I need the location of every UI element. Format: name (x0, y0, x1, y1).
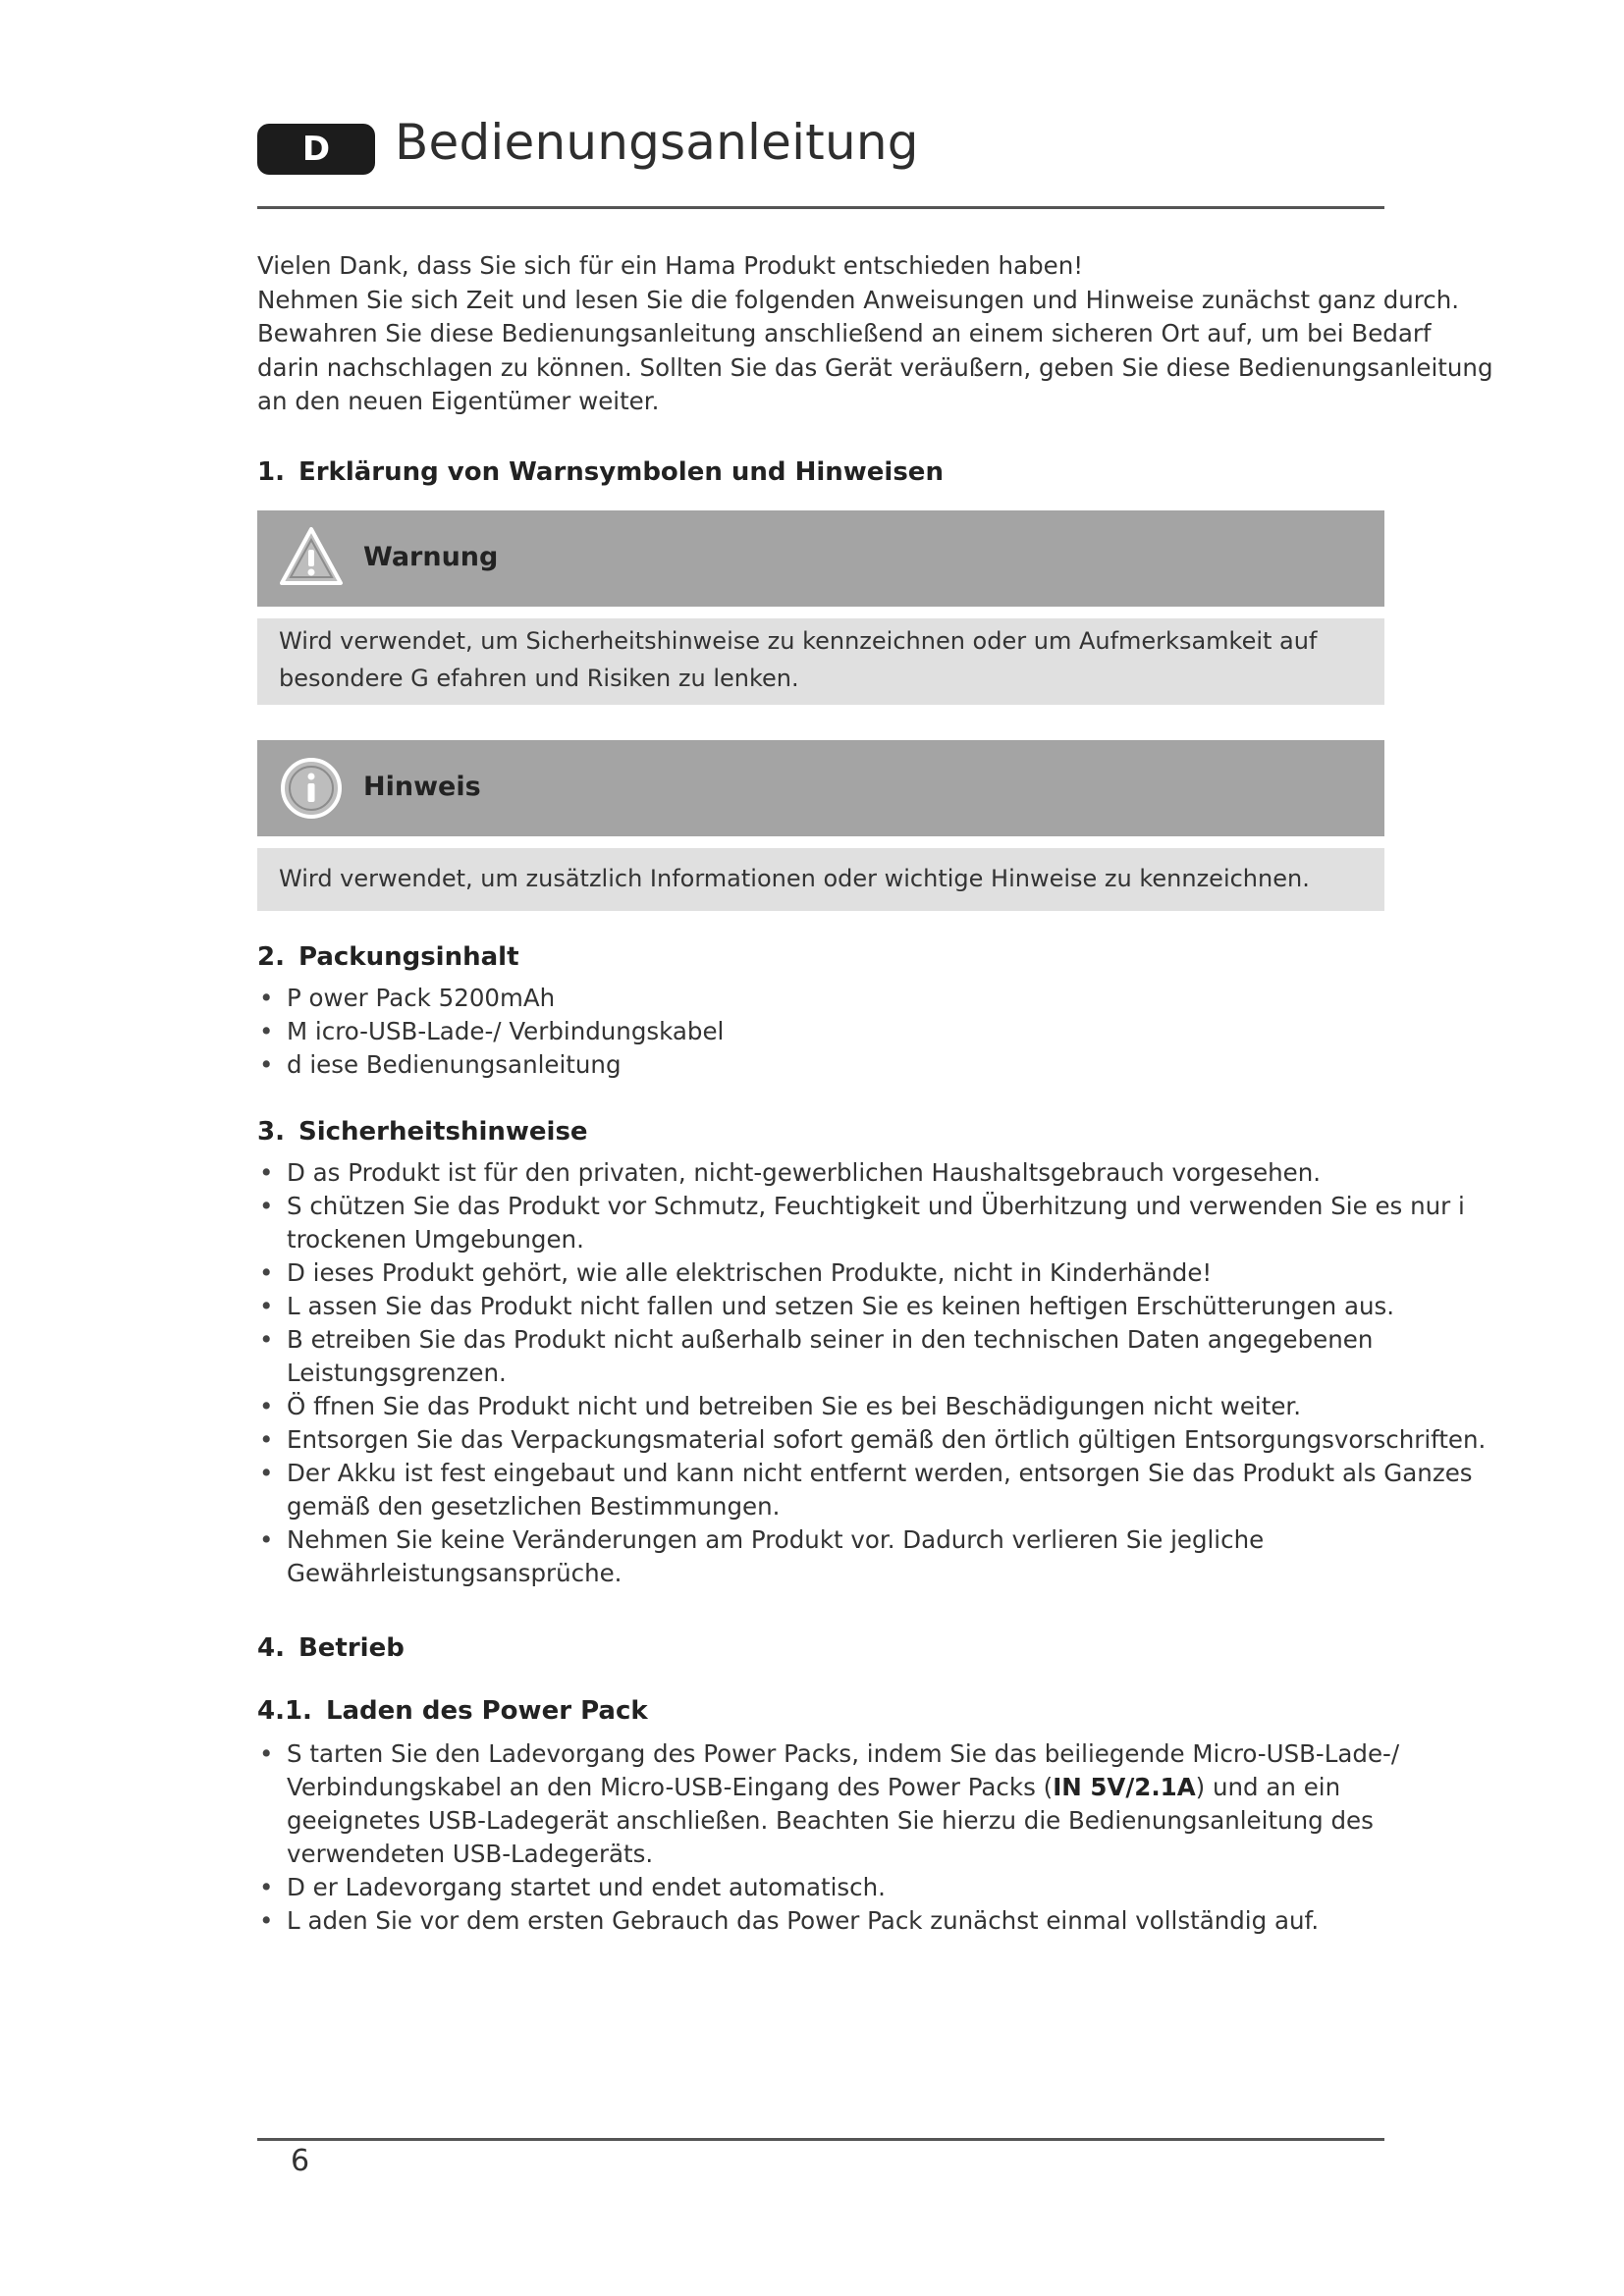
intro-line: Nehmen Sie sich Zeit und lesen Sie die folgenden Anweisungen und Hinweise zunächst ganz durch. (257, 285, 1460, 314)
section-number: 1. (257, 457, 285, 487)
section-number: 2. (257, 942, 285, 972)
list-item-text: • Nehmen Sie keine Veränderungen am Produkt vor. Dadurch verlieren Sie jegliche (287, 1525, 1265, 1554)
page-title: Bedienungsanleitung (395, 114, 919, 171)
list-item (257, 1323, 1475, 1390)
text-run: Verbindungskabel an den Micro-USB-Eingang des Power Packs ( (287, 1773, 1054, 1801)
list-item-text: Entsorgen Sie das Verpackungsmaterial sofort gemäß den örtlich gültigen Entsorgungsvorschriften. (287, 1425, 1487, 1454)
section-title: Betrieb (298, 1633, 405, 1663)
intro-line: darin nachschlagen zu können. Sollten Sie das Gerät veräußern, geben Sie diese Bedienungsanleitung (257, 352, 1493, 382)
list-item: • L aden Sie vor dem ersten Gebrauch das Power Pack zunächst einmal vollständig auf. (257, 1904, 1475, 1938)
list-item-text: D as Produkt ist für den privaten, nicht-gewerblichen Haushaltsgebrauch vorgesehen. (287, 1158, 1322, 1187)
list-item (257, 1457, 1475, 1523)
language-badge: D (257, 124, 375, 175)
list-item-text: • B etreiben Sie das Produkt nicht außerhalb seiner in den technischen Daten angegebenen (287, 1325, 1374, 1354)
info-circle-icon (279, 756, 344, 825)
section-title: Laden des Power Pack (325, 1696, 648, 1726)
charging-list (257, 1737, 1475, 1938)
list-item-text: • Der Akku ist fest eingebaut und kann nicht entfernt werden, entsorgen Sie das Produkt als Ganzes (287, 1459, 1473, 1487)
list-item: • D er Ladevorgang startet und endet automatisch. (257, 1871, 1475, 1904)
list-item (257, 1423, 1487, 1457)
list-item-text: geeignetes USB-Ladegerät anschließen. Beachten Sie hierzu die Bedienungsanleitung des (287, 1806, 1374, 1835)
warning-text (279, 622, 1317, 697)
intro-line: an den neuen Eigentümer weiter. (257, 387, 660, 415)
note-text: Wird verwendet, um zusätzlich Informationen oder wichtige Hinweise zu kennzeichnen. (279, 865, 1310, 892)
section-title: Erklärung von Warnsymbolen und Hinweisen (298, 457, 944, 487)
footer-divider (257, 2138, 1384, 2141)
list-item-text: Ö ffnen Sie das Produkt nicht und betreiben Sie es bei Beschädigungen nicht weiter. (287, 1392, 1302, 1420)
section-title: Sicherheitshinweise (298, 1117, 588, 1147)
warning-text-line: Wird verwendet, um Sicherheitshinweise zu kennzeichnen oder um Aufmerksamkeit auf (279, 627, 1318, 655)
list-item: • d iese Bedienungsanleitung (257, 1048, 1475, 1082)
text-run: ) und an ein (1195, 1773, 1341, 1801)
list-item (257, 1737, 1475, 1871)
list-item-text (287, 1771, 1475, 1804)
input-spec: IN 5V/2.1A (1053, 1773, 1196, 1801)
section-number: 3. (257, 1117, 285, 1147)
section-4-1-heading (257, 1696, 648, 1726)
list-item-text: Gewährleistungsansprüche. (287, 1559, 623, 1587)
list-item-text: • S chützen Sie das Produkt vor Schmutz, Feuchtigkeit und Überhitzung und verwenden Sie es nur i (287, 1192, 1465, 1220)
warning-body (257, 618, 1384, 705)
section-number: 4. (257, 1633, 285, 1663)
section-number: 4.1. (257, 1696, 312, 1726)
list-item (257, 1390, 1475, 1423)
list-item-text: D ieses Produkt gehört, wie alle elektrischen Produkte, nicht in Kinderhände! (287, 1258, 1213, 1287)
warning-text-line: besondere G efahren und Risiken zu lenken. (279, 665, 799, 692)
package-contents-list (257, 982, 1475, 1082)
section-4-heading (257, 1633, 405, 1663)
list-item-text: Leistungsgrenzen. (287, 1359, 507, 1387)
list-item-text: verwendeten USB-Ladegeräts. (287, 1840, 654, 1868)
list-item (257, 1156, 1475, 1190)
list-item-text: gemäß den gesetzlichen Bestimmungen. (287, 1492, 781, 1521)
intro-line: Bewahren Sie diese Bedienungsanleitung anschließend an einem sicheren Ort auf, um bei Bedarf (257, 319, 1432, 347)
intro-line: Vielen Dank, dass Sie sich für ein Hama Produkt entschieden haben! (257, 251, 1084, 280)
list-item-text: trockenen Umgebungen. (287, 1225, 584, 1254)
list-item: • P ower Pack 5200mAh (257, 982, 1475, 1015)
note-label: Hinweis (363, 772, 481, 802)
section-2-heading (257, 942, 519, 972)
section-3-heading (257, 1117, 588, 1147)
note-body (257, 848, 1384, 911)
list-item (257, 1256, 1475, 1290)
list-item: • M icro-USB-Lade-/ Verbindungskabel (257, 1015, 1475, 1048)
warning-label: Warnung (363, 542, 499, 572)
list-item (257, 1190, 1475, 1256)
section-title: Packungsinhalt (298, 942, 519, 972)
list-item-text: • S tarten Sie den Ladevorgang des Power Packs, indem Sie das beiliegende Micro-USB-Lade-/ (287, 1739, 1400, 1768)
intro-paragraph (257, 249, 1493, 419)
page-number: 6 (291, 2144, 310, 2178)
note-header (257, 740, 1384, 836)
list-item (257, 1523, 1475, 1590)
section-1-heading (257, 457, 944, 487)
header-divider (257, 206, 1384, 209)
safety-list (257, 1156, 1487, 1590)
warning-header (257, 510, 1384, 607)
list-item (257, 1290, 1475, 1323)
warning-triangle-icon (279, 524, 344, 593)
list-item-text: L assen Sie das Produkt nicht fallen und setzen Sie es keinen heftigen Erschütterungen aus. (287, 1292, 1395, 1320)
